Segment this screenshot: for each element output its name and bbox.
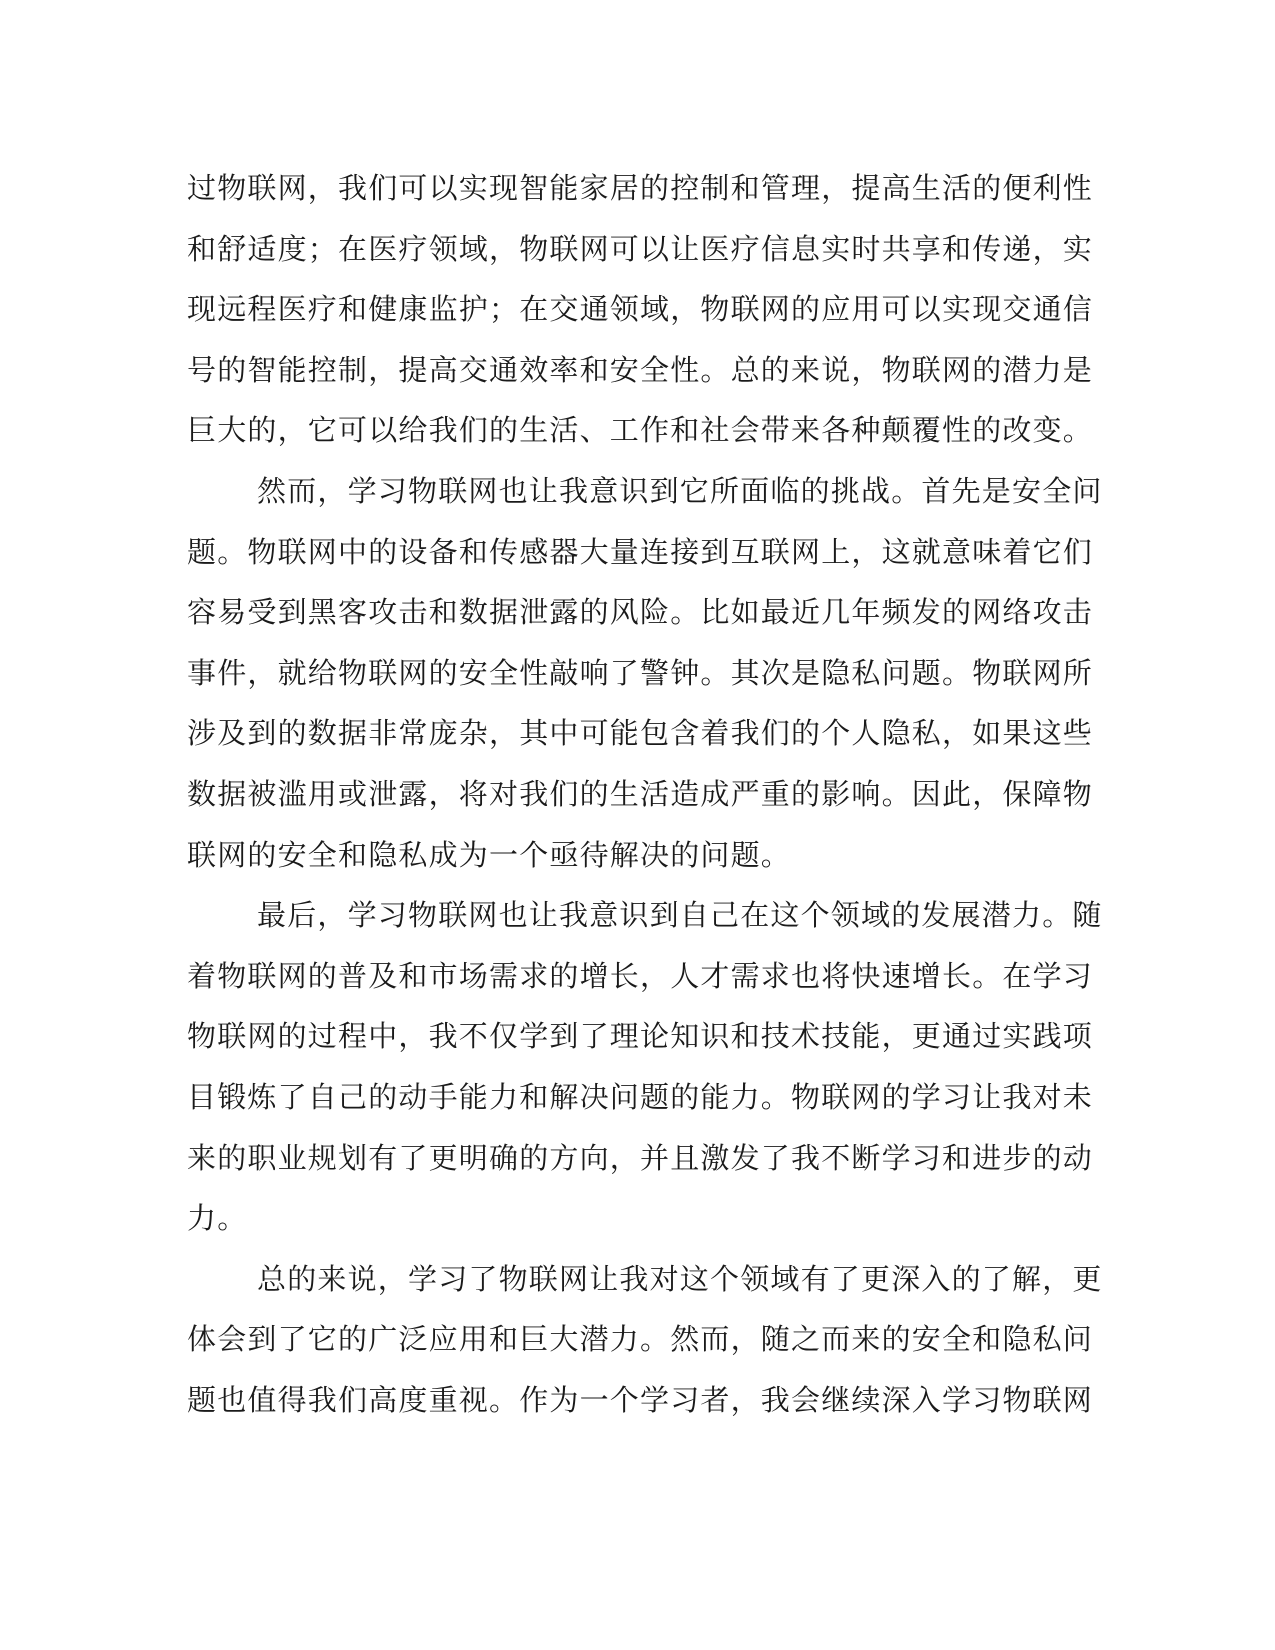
paragraph-2 (187, 461, 1103, 885)
text-line: 着物联网的普及和市场需求的增长，人才需求也将快速增长。在学习 (187, 958, 1094, 993)
body-text (187, 158, 1103, 1430)
text-line: 现远程医疗和健康监护；在交通领域，物联网的应用可以实现交通信 (187, 292, 1094, 327)
text-line: 来的职业规划有了更明确的方向，并且激发了我不断学习和进步的动 (187, 1140, 1094, 1175)
text-line: 巨大的，它可以给我们的生活、工作和社会带来各种颠覆性的改变。 (187, 413, 1094, 448)
paragraph-3 (187, 885, 1103, 1249)
text-line: 总的来说，学习了物联网让我对这个领域有了更深入的了解，更 (257, 1261, 1103, 1296)
text-line: 体会到了它的广泛应用和巨大潜力。然而，随之而来的安全和隐私问 (187, 1322, 1094, 1357)
text-line: 力。 (187, 1201, 248, 1236)
text-line: 容易受到黑客攻击和数据泄露的风险。比如最近几年频发的网络攻击 (187, 595, 1094, 630)
paragraph-1 (187, 158, 1094, 461)
text-line: 目锻炼了自己的动手能力和解决问题的能力。物联网的学习让我对未 (187, 1079, 1094, 1114)
text-line: 和舒适度；在医疗领域，物联网可以让医疗信息实时共享和传递，实 (187, 231, 1094, 266)
text-line: 事件，就给物联网的安全性敲响了警钟。其次是隐私问题。物联网所 (187, 655, 1094, 690)
text-line: 最后，学习物联网也让我意识到自己在这个领域的发展潜力。随 (257, 898, 1103, 933)
paragraph-4 (187, 1249, 1103, 1431)
text-line: 涉及到的数据非常庞杂，其中可能包含着我们的个人隐私，如果这些 (187, 716, 1094, 751)
text-line: 数据被滥用或泄露，将对我们的生活造成严重的影响。因此，保障物 (187, 776, 1094, 811)
text-line: 物联网的过程中，我不仅学到了理论知识和技术技能，更通过实践项 (187, 1019, 1094, 1054)
text-line: 题也值得我们高度重视。作为一个学习者，我会继续深入学习物联网 (187, 1382, 1094, 1417)
text-line: 题。物联网中的设备和传感器大量连接到互联网上，这就意味着它们 (187, 534, 1094, 569)
text-line: 联网的安全和隐私成为一个亟待解决的问题。 (187, 837, 792, 872)
text-line: 号的智能控制，提高交通效率和安全性。总的来说，物联网的潜力是 (187, 352, 1094, 387)
text-line: 然而，学习物联网也让我意识到它所面临的挑战。首先是安全问 (257, 473, 1103, 508)
text-line: 过物联网，我们可以实现智能家居的控制和管理，提高生活的便利性 (187, 171, 1094, 205)
